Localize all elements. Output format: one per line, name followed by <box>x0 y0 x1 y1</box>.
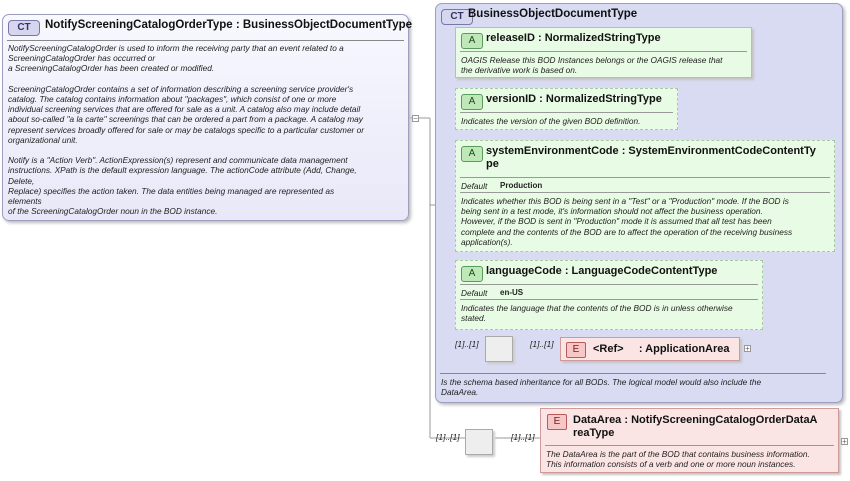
attribute-badge: A <box>461 33 483 49</box>
attribute-version-id[interactable] <box>455 88 678 130</box>
divider <box>460 299 758 300</box>
default-value: en-US <box>500 288 524 297</box>
attribute-title: releaseID : NormalizedStringType <box>486 32 661 44</box>
complex-type-badge: CT <box>441 9 473 25</box>
sequence-compositor[interactable] <box>465 429 493 455</box>
attribute-description: OAGIS Release this BOD Instances belongs or the OAGIS release that the derivative work is based on. <box>461 55 723 76</box>
attribute-description: Indicates whether this BOD is being sent in a "Test" or a "Production" mode. If the BOD is being sent in a test mode, it's information should not affect the business operation. However, if the BOD is sent in "Production" mode it is assumed that all test has been complete and the contents of the BOD are to affect the operation of the receiving business application(s). <box>461 196 793 247</box>
attribute-description: Indicates the language that the contents of the BOD is in unless otherwise stated. <box>461 303 733 324</box>
attribute-title: versionID : NormalizedStringType <box>486 93 662 105</box>
attribute-title: languageCode : LanguageCodeContentType <box>486 265 718 277</box>
divider <box>460 177 830 178</box>
attribute-title: systemEnvironmentCode : SystemEnvironmentCodeContentTy pe <box>486 145 816 170</box>
element-cardinality: [1]..[1] <box>530 339 554 349</box>
default-label: Default <box>461 288 488 298</box>
default-label: Default <box>461 181 488 191</box>
sequence-compositor[interactable] <box>485 336 513 362</box>
divider <box>440 373 826 374</box>
divider <box>460 192 830 193</box>
main-type-title: NotifyScreeningCatalogOrderType : BusinessObjectDocumentType <box>45 19 413 31</box>
element-data-area[interactable] <box>540 408 839 473</box>
expand-toggle[interactable]: + <box>745 344 750 353</box>
attribute-description: Indicates the version of the given BOD definition. <box>461 116 641 126</box>
element-description: The DataArea is the part of the BOD that contains business information. This information consists of a verb and one or more noun instances. <box>546 449 810 470</box>
attribute-badge: A <box>461 94 483 110</box>
sequence-cardinality: [1]..[1] <box>455 339 479 349</box>
element-badge: E <box>547 414 567 430</box>
attribute-release-id[interactable] <box>455 27 752 78</box>
attribute-badge: A <box>461 266 483 282</box>
element-badge: E <box>566 342 586 358</box>
main-type-description: NotifyScreeningCatalogOrder is used to inform the receiving party that an event related to a ScreeningCatalogOrder has occurred or a ScreeningCatalogOrder has been created or modified. ScreeningCatalogOrder contains a set of information describing a screening service provider's catalog. The catalog contains information about "packages", which consist of one or more individual screening services that are offered for sale as a unit. A catalog also may include detail about so-called "a la carte" screenings that can be ordered a part from a package. A catalog may represent services broadly offered for sale or may be catalogs specific to a particular customer or organizational unit. Notify is a "Action Verb". ActionExpression(s) represent and communicate data management instructions. XPath is the default expression language. The actionCode attribute (Add, Change, Delete, Replace) specifies the action taken. The data entities being managed are represented as elements of the ScreeningCatalogOrder noun in the BOD instance. <box>8 43 365 217</box>
divider <box>460 112 673 113</box>
sequence-cardinality: [1]..[1] <box>436 432 460 442</box>
attribute-system-environment-code[interactable] <box>455 140 835 252</box>
element-cardinality: [1]..[1] <box>511 432 535 442</box>
divider <box>7 40 404 41</box>
default-value: Production <box>500 181 543 190</box>
element-title: <Ref> : ApplicationArea <box>593 343 730 355</box>
main-complex-type[interactable] <box>2 14 413 221</box>
element-title: DataArea : NotifyScreeningCatalogOrderDataA reaType <box>573 414 818 439</box>
base-type-description: Is the schema based inheritance for all BODs. The logical model would also include the DataArea. <box>441 377 762 398</box>
base-type-title: BusinessObjectDocumentType <box>468 8 638 20</box>
complex-type-badge: CT <box>8 20 40 36</box>
divider <box>460 51 747 52</box>
expand-toggle[interactable]: + <box>842 437 847 446</box>
attribute-badge: A <box>461 146 483 162</box>
element-application-area[interactable] <box>560 337 740 361</box>
divider <box>460 284 758 285</box>
collapse-toggle[interactable]: − <box>413 114 418 123</box>
divider <box>545 445 834 446</box>
attribute-language-code[interactable] <box>455 260 763 330</box>
